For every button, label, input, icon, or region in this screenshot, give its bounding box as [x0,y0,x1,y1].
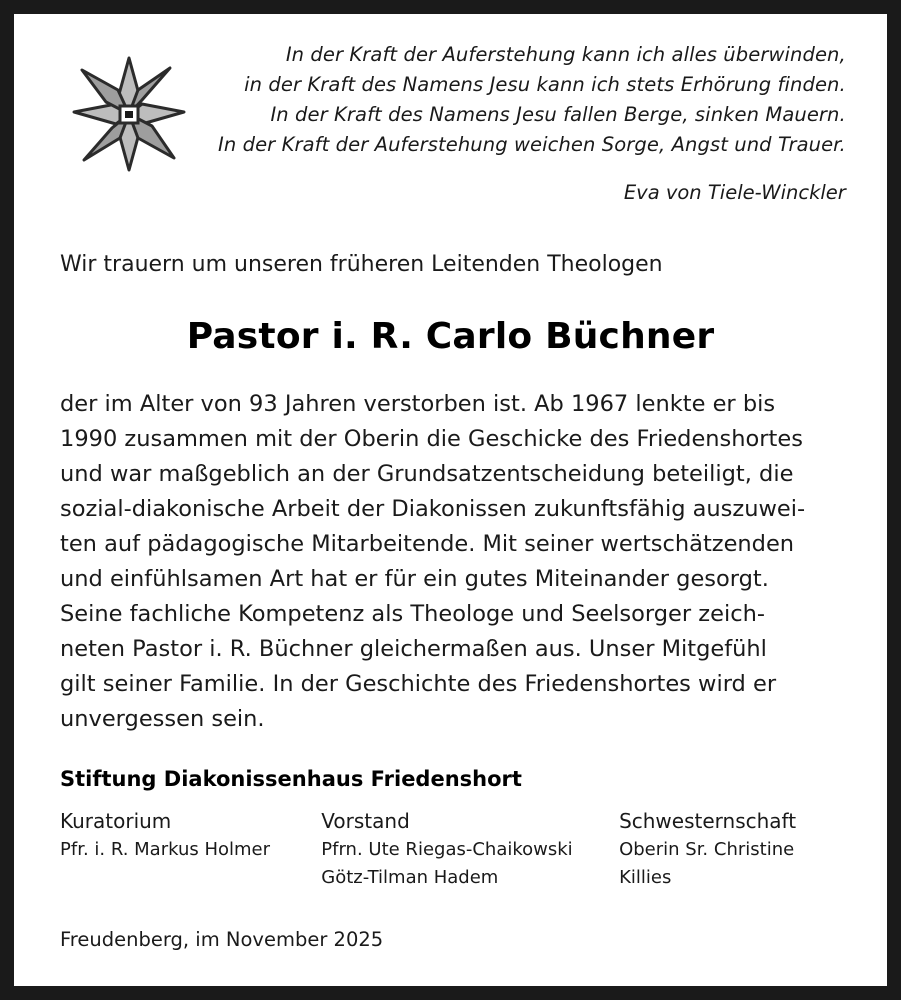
obituary-inner-panel [14,14,887,986]
body-line: der im Alter von 93 Jahren verstorben ist. Ab 1967 lenkte er bis [60,391,776,417]
body-line: gilt seiner Familie. In der Geschichte des Friedenshortes wird er [60,671,777,697]
deceased-name: Pastor i. R. Carlo Büchner [186,316,715,357]
signatory-person: Pfr. i. R. Markus Holmer [60,839,271,860]
verse-line: in der Kraft des Namens Jesu kann ich stets Erhörung finden. [244,73,846,96]
eight-pointed-star-icon [70,54,188,174]
place-and-date: Freudenberg, im November 2025 [60,928,384,951]
signatory-column [619,807,843,892]
organisation-name: Stiftung Diakonissenhaus Friedenshort [60,767,522,791]
signatory-person: Götz-Tilman Hadem [321,867,499,888]
body-line: sozial-diakonische Arbeit der Diakonissen zukunftsfähig auszuwei- [60,496,806,522]
obituary-body [60,387,841,737]
verse-block [218,40,852,208]
mourning-intro: Wir trauern um unseren früheren Leitenden Theologen [60,252,663,277]
body-line: 1990 zusammen mit der Oberin die Geschicke des Friedenshortes [60,426,803,452]
signatories-block [60,807,843,892]
body-line: unvergessen sein. [60,706,265,732]
verse-line: In der Kraft des Namens Jesu fallen Berge, sinken Mauern. [270,103,846,126]
body-line: neten Pastor i. R. Büchner gleichermaßen aus. Unser Mitgefühl [60,636,767,662]
body-line: ten auf pädagogische Mitarbeitende. Mit seiner wertschätzenden [60,531,795,557]
body-line: Seine fachliche Kompetenz als Theologe und Seelsorger zeich- [60,601,765,627]
body-line: und einfühlsamen Art hat er für ein gutes Miteinander gesorgt. [60,566,769,592]
signatory-person: Oberin Sr. Christine Killies [619,839,795,888]
signatory-role: Vorstand [321,809,410,833]
verse-line: In der Kraft der Auferstehung kann ich alles überwinden, [285,43,846,66]
signatory-role: Kuratorium [60,809,172,833]
signatory-column [60,807,321,892]
body-line: und war maßgeblich an der Grundsatzentscheidung beteiligt, die [60,461,794,487]
signatory-column [321,807,619,892]
verse-author: Eva von Tiele-Winckler [623,181,846,204]
signatory-role: Schwesternschaft [619,809,797,833]
signatory-person: Pfrn. Ute Riegas-Chaikowski [321,839,573,860]
emblem-container [58,40,200,178]
header-block [58,40,846,208]
verse-line: In der Kraft der Auferstehung weichen Sorge, Angst und Trauer. [218,133,846,156]
